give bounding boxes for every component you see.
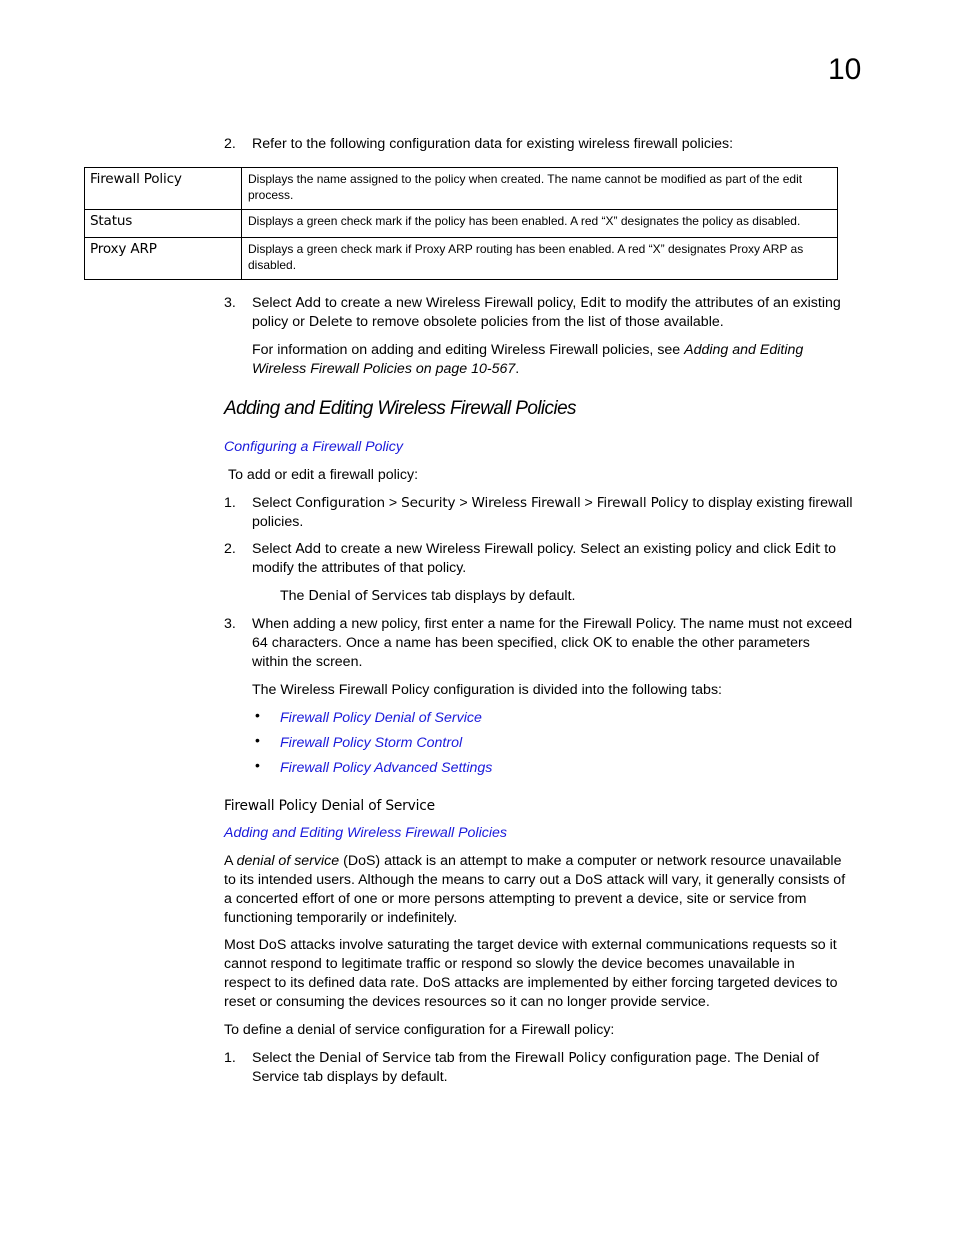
text: Select	[252, 295, 296, 311]
ui-term: Firewall Policy	[514, 1050, 607, 1066]
ui-term: Firewall Policy	[596, 495, 689, 511]
step-text	[252, 494, 872, 532]
step-text: Refer to the following configuration data for existing wireless firewall policies:	[252, 136, 734, 152]
text: to its intended users. Although the means to carry out a DoS attack will vary, it generally consists of	[224, 872, 846, 888]
separator: >	[384, 495, 402, 511]
step-text	[252, 540, 872, 578]
step-text	[252, 1049, 872, 1087]
bullet-icon: •	[255, 757, 260, 773]
text: 64 characters. Once a name has been specified, click	[252, 635, 593, 651]
ui-term: OK	[592, 635, 612, 651]
step-number: 1.	[224, 1050, 236, 1066]
table-value: Displays a green check mark if Proxy ARP routing has been enabled. A red “X” designates Proxy ARP as disabled.	[242, 238, 838, 280]
tabs-intro: The Wireless Firewall Policy configuration is divided into the following tabs:	[252, 682, 722, 698]
text: tab displays by default.	[427, 588, 576, 604]
back-link[interactable]: Adding and Editing Wireless Firewall Policies	[224, 825, 507, 841]
text: cannot respond to legitimate traffic or respond so slowly the device becomes unavailable in	[224, 956, 795, 972]
ui-term: Security	[401, 495, 456, 511]
table-row	[85, 210, 838, 238]
text: to	[820, 541, 837, 557]
paragraph	[224, 852, 874, 928]
cross-reference: Wireless Firewall Policies on page 10-567	[252, 361, 516, 377]
text: to create a new Wireless Firewall policy,	[321, 295, 581, 311]
text: For information on adding and editing Wireless Firewall policies, see	[252, 342, 685, 358]
text: a concerted effort of one or more persons attempting to prevent a device, site or service from	[224, 891, 807, 907]
section-heading: Adding and Editing Wireless Firewall Policies	[224, 398, 576, 419]
ui-term: Edit	[794, 541, 821, 557]
text: Select	[252, 541, 296, 557]
table-key: Firewall Policy	[85, 168, 242, 210]
table-value: Displays the name assigned to the policy when created. The name cannot be modified as part of the edit process.	[242, 168, 838, 210]
bullet-icon: •	[255, 707, 260, 723]
paragraph	[224, 936, 874, 1012]
ui-term: Add	[295, 295, 322, 311]
step-text	[252, 294, 872, 332]
ui-term: Denial of Services	[308, 588, 428, 604]
text: to enable the other parameters	[611, 635, 810, 651]
text: reset or consuming the devices resources so it can no longer provide service.	[224, 994, 710, 1010]
table-key: Status	[85, 210, 242, 238]
info-paragraph	[252, 341, 872, 379]
subheading: Firewall Policy Denial of Service	[224, 798, 435, 814]
denial-of-service-link[interactable]: Firewall Policy Denial of Service	[280, 710, 482, 726]
text: to modify the attributes of an existing	[605, 295, 841, 311]
paragraph: To define a denial of service configuration for a Firewall policy:	[224, 1022, 615, 1038]
configuring-firewall-link[interactable]: Configuring a Firewall Policy	[224, 439, 403, 455]
text: Select the	[252, 1050, 320, 1066]
step-number: 3.	[224, 295, 236, 311]
text: .	[515, 361, 520, 377]
emphasis: denial of service	[236, 853, 340, 869]
text: Most DoS attacks involve saturating the target device with external communications requests so it	[224, 937, 837, 953]
bullet-icon: •	[255, 732, 260, 748]
ui-term: Configuration	[295, 495, 385, 511]
text: (DoS) attack is an attempt to make a computer or network resource unavailable	[339, 853, 842, 869]
table-value: Displays a green check mark if the policy has been enabled. A red “X” designates the policy as disabled.	[242, 210, 838, 238]
text: tab from the	[430, 1050, 515, 1066]
table-row	[85, 238, 838, 280]
step-number: 1.	[224, 495, 236, 511]
storm-control-link[interactable]: Firewall Policy Storm Control	[280, 735, 463, 751]
text: modify the attributes of that policy.	[252, 560, 467, 576]
step-number: 2.	[224, 541, 236, 557]
text: configuration page. The Denial of	[606, 1050, 819, 1066]
text: policy or	[252, 314, 309, 330]
step-text	[252, 615, 872, 672]
text: to remove obsolete policies from the list of those available.	[352, 314, 724, 330]
config-table	[84, 167, 838, 280]
table-key: Proxy ARP	[85, 238, 242, 280]
ui-term: Add	[295, 541, 322, 557]
cross-reference: Adding and Editing	[684, 342, 804, 358]
text: When adding a new policy, first enter a name for the Firewall Policy. The name must not exceed	[252, 616, 853, 632]
ui-term: Wireless Firewall	[471, 495, 581, 511]
step-number: 3.	[224, 616, 236, 632]
to-add-text: To add or edit a firewall policy:	[228, 467, 419, 483]
text: respect to its defined data rate. DoS attacks are implemented by either forcing targeted devices to	[224, 975, 838, 991]
text: Service tab displays by default.	[252, 1069, 448, 1085]
note-text	[280, 587, 575, 606]
text: The	[280, 588, 309, 604]
text: to create a new Wireless Firewall policy. Select an existing policy and click	[321, 541, 795, 557]
text: within the screen.	[252, 654, 363, 670]
step-number: 2.	[224, 136, 236, 152]
separator: >	[580, 495, 597, 511]
separator: >	[455, 495, 472, 511]
ui-term: Denial of Service	[319, 1050, 431, 1066]
ui-term: Delete	[308, 314, 353, 330]
text: functioning temporarily or indefinitely.	[224, 910, 458, 926]
text: Select	[252, 495, 296, 511]
advanced-settings-link[interactable]: Firewall Policy Advanced Settings	[280, 760, 493, 776]
chapter-number: 10	[828, 53, 862, 86]
table-row	[85, 168, 838, 210]
text: A	[224, 853, 237, 869]
ui-term: Edit	[580, 295, 606, 311]
text: policies.	[252, 514, 304, 530]
text: to display existing firewall	[688, 495, 853, 511]
